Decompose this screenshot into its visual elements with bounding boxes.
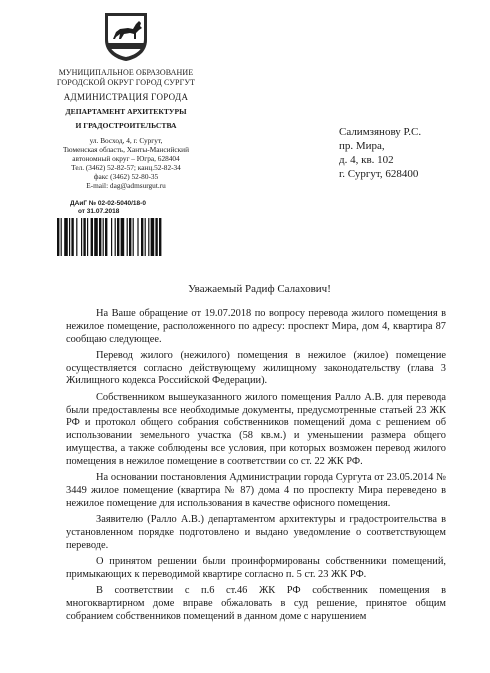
recipient-block xyxy=(339,125,421,181)
fax-line: факс (3462) 52-80-35 xyxy=(93,172,159,181)
paragraph: Перевод жилого (нежилого) помещения в нежилое (жилое) помещение осуществляется согласно действующему жилищному законодательству (глава 3 Жилищного кодекса Российской Федерации). xyxy=(66,349,446,387)
address-line-3: автономный округ – Югра, 628404 xyxy=(72,154,180,163)
registration-stamp xyxy=(70,200,146,216)
registration-number: ДАиГ № 02-02-5040/18-0 xyxy=(70,200,146,207)
coat-of-arms-icon xyxy=(103,12,149,62)
address-line-1: ул. Восход, 4, г. Сургут, xyxy=(89,136,163,145)
recipient-city: г. Сургут, 628400 xyxy=(339,168,419,180)
phone-line: Тел. (3462) 52-82-57; канц.52-82-34 xyxy=(71,163,181,172)
address-line-2: Тюменская область, Ханты-Мансийский xyxy=(63,145,189,154)
greeting: Уважаемый Радиф Салахович! xyxy=(188,283,331,295)
paragraph: Заявителю (Ралло А.В.) департаментом архитектуры и градостроительства в установленном порядке подготовлено и выдано уведомление о соответствующем переводе. xyxy=(66,513,446,551)
paragraph: На Ваше обращение от 19.07.2018 по вопросу перевода жилого помещения в нежилое помещение, расположенного по адресу: проспект Мира, дом 4, квартира 87 сообщаю следующее. xyxy=(66,308,446,345)
org-line-2: ГОРОДСКОЙ ОКРУГ ГОРОД СУРГУТ xyxy=(56,78,196,87)
department-line-1: ДЕПАРТАМЕНТ АРХИТЕКТУРЫ xyxy=(65,107,187,116)
paragraph: В соответствии с п.6 ст.46 ЖК РФ собственник помещения в многоквартирном доме вправе обжаловать в суд решение, принятое общим собранием собственников помещений в данном доме с нарушением xyxy=(66,584,446,622)
org-line-1: МУНИЦИПАЛЬНОЕ ОБРАЗОВАНИЕ xyxy=(58,68,194,77)
paragraph: На основании постановления Администрации города Сургута от 23.05.2014 № 3449 жилое помещение (квартира № 87) дома 4 по проспекту Мира переведено в нежилое помещение для использования в качестве офисного помещения. xyxy=(66,472,446,509)
address-block xyxy=(26,136,226,190)
organization-header xyxy=(26,68,226,190)
paragraph: Собственником вышеуказанного жилого помещения Ралло А.В. для перевода были предоставлены все необходимые документы, предусмотренные статьей 23 ЖК РФ и протокол общего собрания собственников помещений дома с решением об использовании земельного участка (58 кв.м.) и уменьшении размера общего имущества, а также соблюдены все условия, при которых возможен перевод жилого помещения в нежилое помещение в соответствии со ст. 22 ЖК РФ. xyxy=(66,391,446,467)
administration-title: АДМИНИСТРАЦИЯ ГОРОДА xyxy=(63,92,189,102)
paragraph: О принятом решении были проинформированы собственники помещений, примыкающих к переводимой квартире согласно п. 5 ст. 23 ЖК РФ. xyxy=(66,555,446,580)
department-line-2: И ГРАДОСТРОИТЕЛЬСТВА xyxy=(75,121,177,130)
email-line: E-mail: dag@admsurgut.ru xyxy=(86,181,166,190)
recipient-house: д. 4, кв. 102 xyxy=(339,154,394,166)
barcode-image xyxy=(57,218,190,256)
recipient-street: пр. Мира, xyxy=(339,140,385,152)
recipient-name: Салимзянову Р.С. xyxy=(339,126,422,138)
registration-date: от 31.07.2018 xyxy=(78,208,120,215)
letter-body xyxy=(66,308,446,627)
